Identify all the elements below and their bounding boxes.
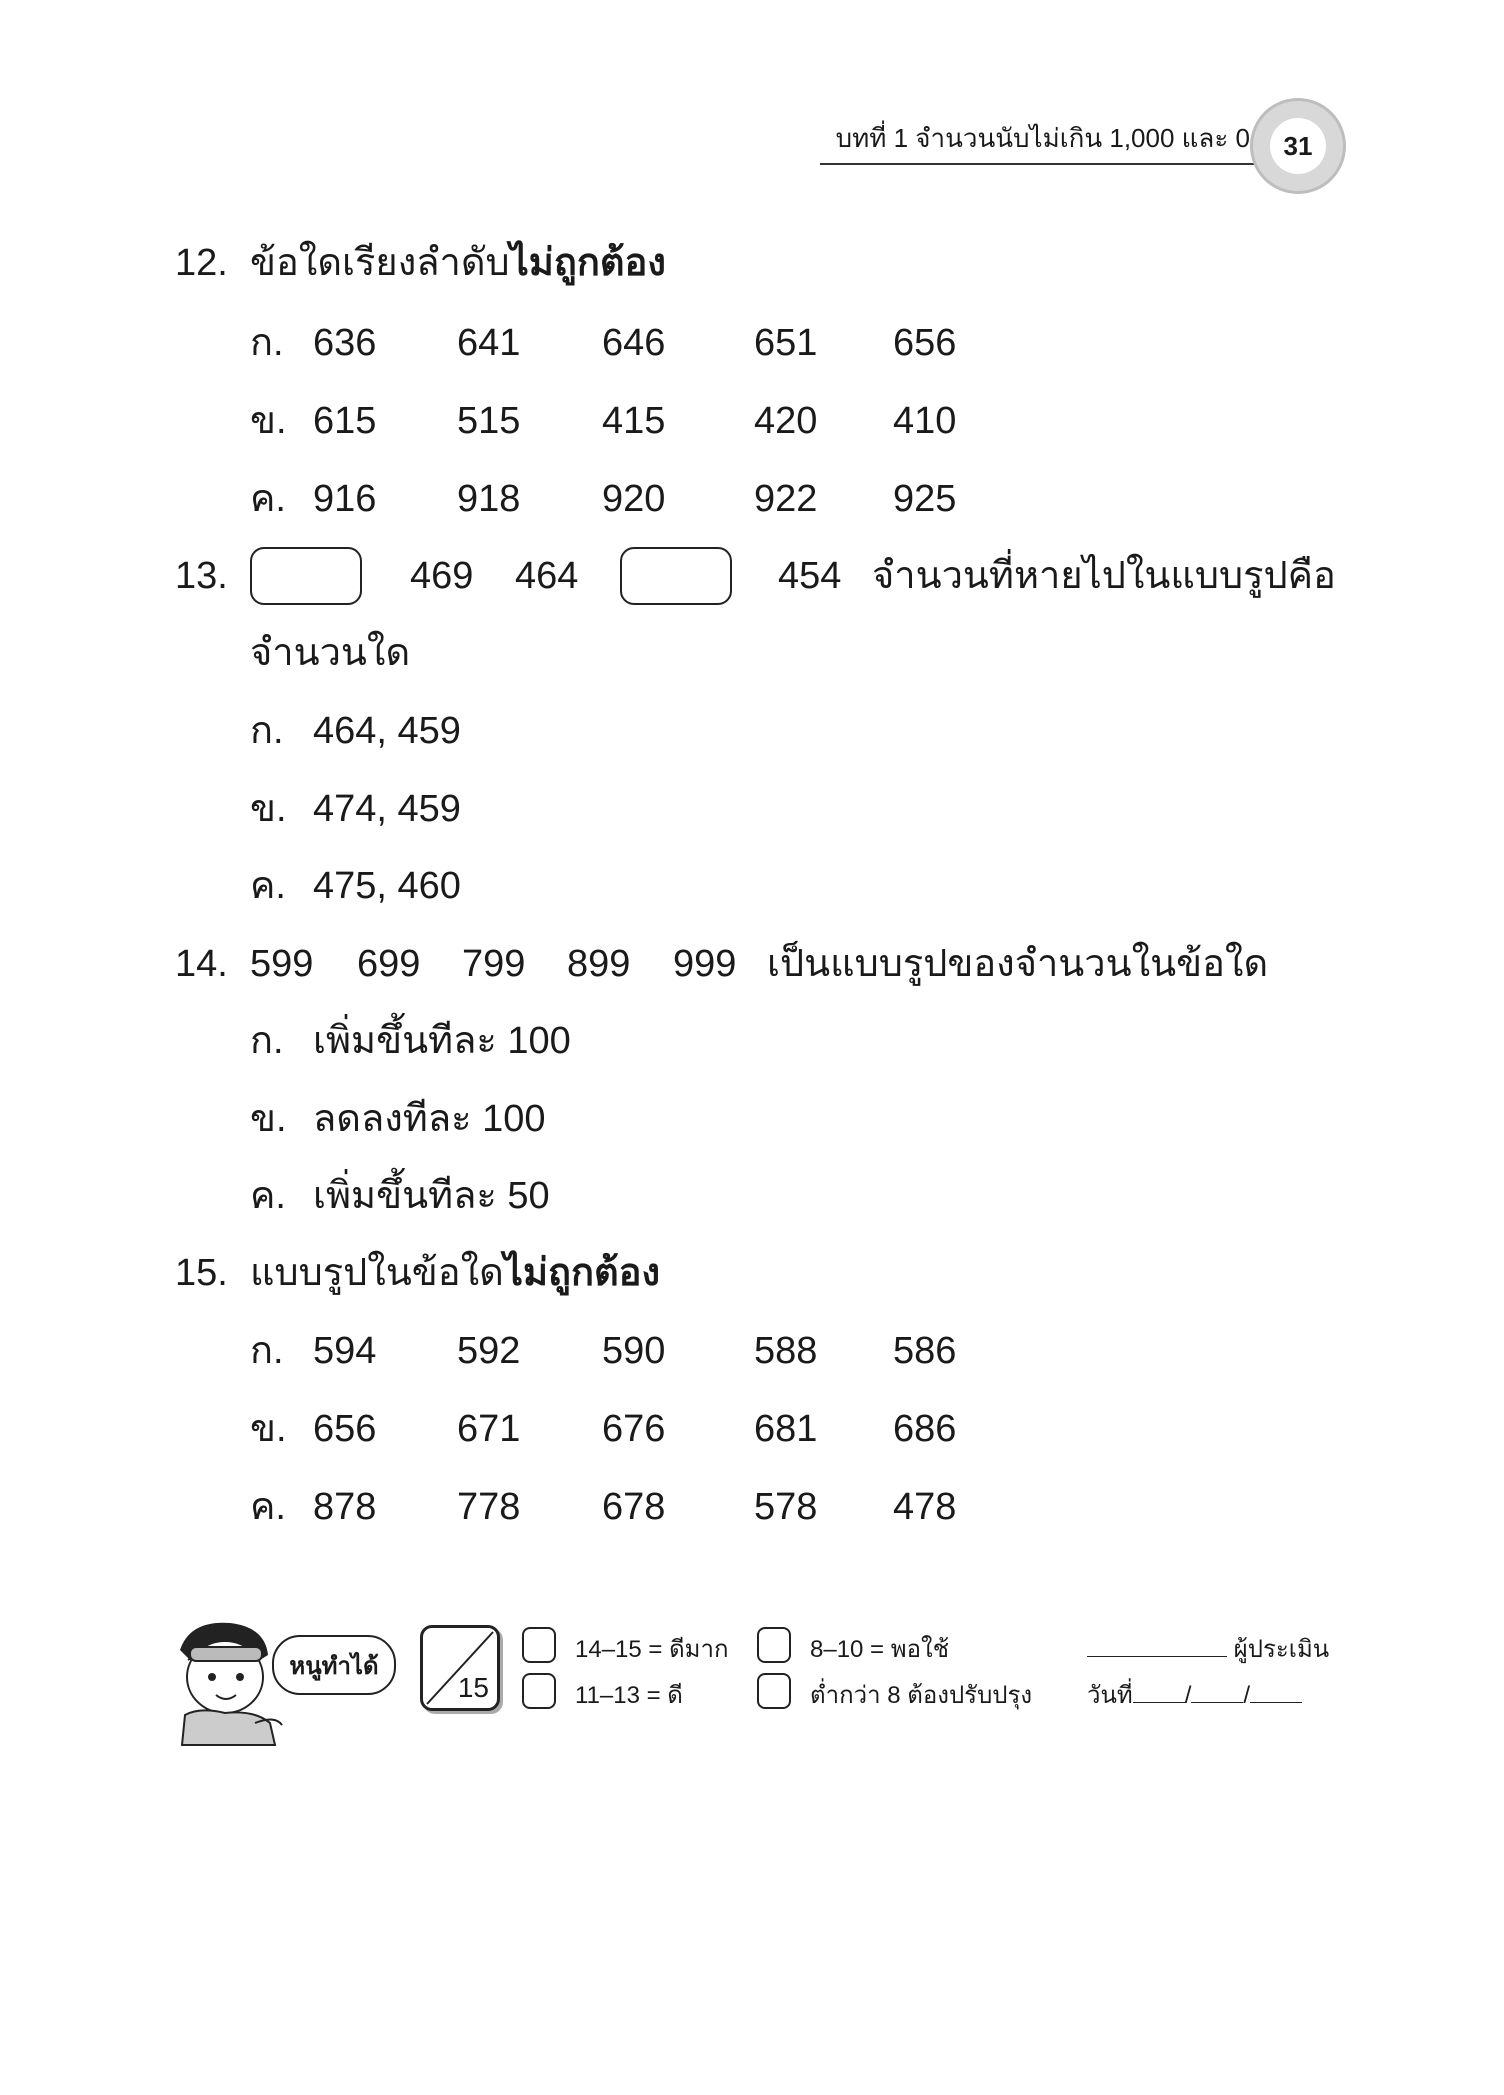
page-number: 31: [1283, 130, 1313, 161]
choice-value: 588: [754, 1330, 818, 1372]
evaluator-line: [1087, 1629, 1329, 1668]
question-number: 14.: [175, 943, 228, 985]
sequence-value: 999: [673, 943, 737, 985]
date-day-blank[interactable]: [1133, 1680, 1185, 1703]
level-checkbox[interactable]: [522, 1627, 556, 1663]
sequence-value: 899: [567, 943, 631, 985]
choice-value: 641: [457, 322, 521, 364]
date-year-blank[interactable]: [1250, 1680, 1302, 1703]
choice-value: 656: [313, 1408, 377, 1450]
choice-value: 410: [893, 400, 957, 442]
choice-value: 592: [457, 1330, 521, 1372]
sequence-value: 454: [778, 555, 842, 597]
question-number: 15.: [175, 1252, 228, 1294]
choice-value: 922: [754, 478, 818, 520]
choice-letter: ข.: [250, 1408, 287, 1450]
sequence-value: 464: [515, 555, 579, 597]
choice-letter: ก.: [250, 322, 284, 364]
choice-value: 415: [602, 400, 666, 442]
question-number: 13.: [175, 555, 228, 597]
choice-letter: ค.: [250, 1175, 286, 1217]
sequence-value: 469: [410, 555, 474, 597]
choice-letter: ข.: [250, 788, 287, 830]
choice-value: 636: [313, 322, 377, 364]
level-checkbox[interactable]: [522, 1673, 556, 1709]
choice-value: 651: [754, 322, 818, 364]
choice-value: 686: [893, 1408, 957, 1450]
choice-value: 594: [313, 1330, 377, 1372]
question-text: จำนวนที่หายไปในแบบรูปคือ: [872, 555, 1336, 597]
choice-value: ลดลงทีละ 100: [313, 1098, 546, 1140]
choice-letter: ค.: [250, 478, 286, 520]
date-line: วันที่ / /: [1087, 1675, 1302, 1714]
choice-value: 464, 459: [313, 710, 461, 752]
level-checkbox[interactable]: [757, 1627, 791, 1663]
level-label: ต่ำกว่า 8 ต้องปรับปรุง: [810, 1682, 1033, 1709]
score-box: [420, 1625, 500, 1711]
date-label: วันที่: [1087, 1682, 1133, 1709]
choice-value: 586: [893, 1330, 957, 1372]
choice-value: 474, 459: [313, 788, 461, 830]
sequence-value: 599: [250, 943, 314, 985]
choice-value: 916: [313, 478, 377, 520]
choice-value: 656: [893, 322, 957, 364]
sequence-value: 799: [462, 943, 526, 985]
choice-value: 590: [602, 1330, 666, 1372]
score-total: 15: [457, 1672, 489, 1703]
question-text: จำนวนใด: [250, 632, 411, 674]
choice-value: 615: [313, 400, 377, 442]
choice-letter: ก.: [250, 1020, 284, 1062]
choice-value: 478: [893, 1486, 957, 1528]
choice-value: 646: [602, 322, 666, 364]
choice-value: 678: [602, 1486, 666, 1528]
question-text: แบบรูปในข้อใดไม่ถูกต้อง: [250, 1252, 661, 1294]
choice-letter: ก.: [250, 1330, 284, 1372]
chapter-header: [820, 118, 1258, 165]
speech-bubble: [272, 1635, 396, 1695]
choice-value: 778: [457, 1486, 521, 1528]
choice-value: 420: [754, 400, 818, 442]
chapter-title: บทที่ 1 จำนวนนับไม่เกิน 1,000 และ 0: [835, 123, 1250, 153]
choice-letter: ก.: [250, 710, 284, 752]
choice-value: 920: [602, 478, 666, 520]
choice-value: 671: [457, 1408, 521, 1450]
bubble-text: หนูทำได้: [289, 1652, 379, 1680]
choice-letter: ค.: [250, 1486, 286, 1528]
level-label: 11–13 = ดี: [575, 1682, 683, 1709]
blank-box: [620, 547, 732, 605]
blank-box: [250, 547, 362, 605]
question-text: ข้อใดเรียงลำดับไม่ถูกต้อง: [250, 242, 666, 284]
choice-letter: ข.: [250, 400, 287, 442]
level-checkbox[interactable]: [757, 1673, 791, 1709]
level-label: 14–15 = ดีมาก: [575, 1636, 729, 1663]
child-illustration: [160, 1615, 290, 1750]
choice-value: 515: [457, 400, 521, 442]
choice-value: 475, 460: [313, 865, 461, 907]
choice-value: 681: [754, 1408, 818, 1450]
evaluator-blank[interactable]: [1087, 1634, 1227, 1657]
choice-value: 676: [602, 1408, 666, 1450]
level-label: 8–10 = พอใช้: [810, 1636, 949, 1663]
choice-letter: ข.: [250, 1098, 287, 1140]
choice-value: 918: [457, 478, 521, 520]
choice-value: เพิ่มขึ้นทีละ 50: [313, 1175, 550, 1217]
choice-value: 925: [893, 478, 957, 520]
sequence-value: 699: [357, 943, 421, 985]
page-number-badge: [1250, 98, 1346, 194]
question-text: เป็นแบบรูปของจำนวนในข้อใด: [767, 943, 1269, 985]
date-month-blank[interactable]: [1191, 1680, 1243, 1703]
choice-value: 578: [754, 1486, 818, 1528]
choice-value: เพิ่มขึ้นทีละ 100: [313, 1020, 571, 1062]
self-evaluation-footer: [160, 1615, 1360, 1745]
evaluator-label: ผู้ประเมิน: [1233, 1636, 1330, 1663]
question-number: 12.: [175, 242, 228, 284]
choice-value: 878: [313, 1486, 377, 1528]
choice-letter: ค.: [250, 865, 286, 907]
